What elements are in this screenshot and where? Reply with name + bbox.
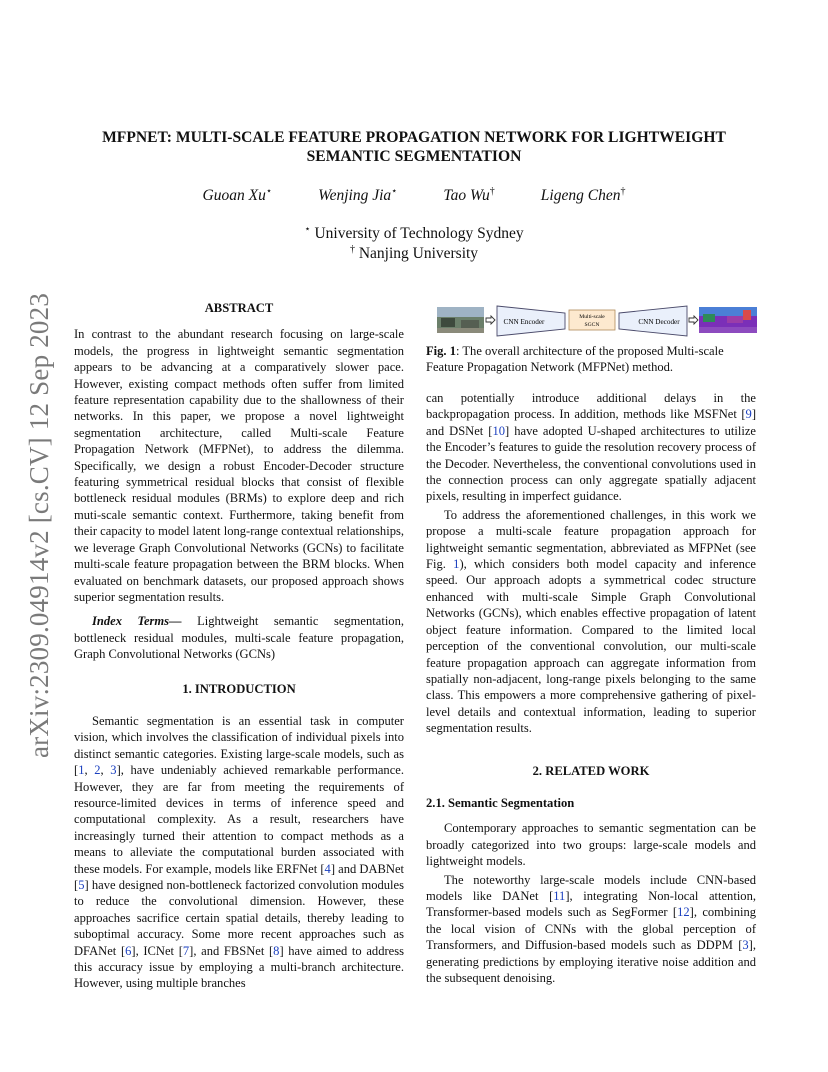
paper-title [60,128,768,166]
paragraph: The noteworthy large-scale models include CNN-based models like DANet [11], integrating Non-local attention, Transformer-based models such as SegFormer [12], combining the local vision of CNNs with the global perception of Transformers, and Diffusion-based models such as DDPM [3], generating predictions by employing iterative noise addition and the subsequent denoising. [426,872,756,985]
citation-link[interactable]: 3 [110,763,117,778]
affiliation: ⋆ University of Technology Sydney [304,224,524,243]
author-list [60,186,768,205]
multiscale-sgcn-block [569,310,615,330]
citation-link[interactable]: 6 [125,943,132,958]
figure-label: Fig. 1 [426,344,456,358]
author: Ligeng Chen† [540,186,626,205]
left-column [74,300,404,992]
citation-link[interactable]: 12 [677,905,690,920]
subsection-heading: 2.1. Semantic Segmentation [426,795,575,810]
title-line-2: SEMANTIC SEGMENTATION [306,148,522,165]
svg-text:CNN Encoder: CNN Encoder [503,318,545,326]
figure-caption: Fig. 1: The overall architecture of the proposed Multi-scale Feature Propagation Network (MFPNet) method. [426,344,724,375]
svg-text:SGCN: SGCN [584,322,600,328]
citation-link[interactable]: 9 [745,407,752,422]
index-terms: Index Terms— Lightweight semantic segmentation, bottleneck residual modules, multi-scale feature propagation, Graph Convolutional Networks (GCNs) [74,614,404,662]
author: Tao Wu† [443,186,495,205]
related-work-heading: 2. RELATED WORK [532,763,650,778]
citation-link[interactable]: 8 [273,943,280,958]
citation-link[interactable]: 11 [553,888,566,903]
title-line-1: MFPNET: MULTI-SCALE FEATURE PROPAGATION NETWORK FOR LIGHTWEIGHT [102,129,726,146]
paragraph: To address the aforementioned challenges, in this work we propose a multi-scale feature propagation approach for lightweight semantic segmentation, abbreviated as MFPNet (see Fig. 1), which considers both model capacity and inference speed. Our approach adopts a symmetrical codec structure enhanced with multi-scale Simple Graph Convolutional Networks (GCNs), which enables effective propagation of latent object feature information. Compared to the limited local perception of the conventional convolution, our multi-scale feature propagation approach can aggregate information from spatially non-adjacent, long-range pixels belonging to the same class. This empowers a more comprehensive gathering of pixel-level details and contextual information, leading to superior segmentation results. [426,507,756,736]
paragraph: Contemporary approaches to semantic segmentation can be broadly categorized into two groups: large-scale models and lightweight models. [426,821,756,869]
arxiv-id: arXiv:2309.04914v2 [cs.CV] 12 Sep 2023 [24,292,55,758]
citation-link[interactable]: 4 [324,861,331,876]
citation-link[interactable]: 3 [742,938,749,953]
citation-link[interactable]: 7 [182,943,190,958]
citation-link[interactable]: 2 [94,763,101,778]
citation-link[interactable]: 1 [78,763,85,778]
figure-ref-link[interactable]: 1 [453,557,460,572]
intro-paragraph: Semantic segmentation is an essential task in computer vision, which involves the classification of individual pixels into distinct semantic categories. Existing large-scale models, such as [1, 2, 3], have undeniably achieved remarkable performance. However, they are far from meeting the requirements of resource-limited devices in terms of inference speed and computational complexity. As a result, researchers have increasingly turned their attention to compact methods as a means to alleviate the computational burden associated with these models. For example, models like ERFNet [4] and DABNet [5] have designed non-bottleneck factorized convolution modules to reduce the convolutional dimension. However, these approaches sacrifice certain spatial details, thereby leading to suboptimal accuracy. Some more recent approaches such as DFANet [6], ICNet [7], and FBSNet [8] have aimed to address this accuracy issue by employing a multi-branch architecture. However, using multiple branches [74,713,405,991]
architecture-figure [437,304,757,338]
abstract-heading: ABSTRACT [204,301,274,315]
author: Wenjing Jia⋆ [318,186,398,205]
input-image [437,307,484,333]
cnn-encoder-block [497,306,565,336]
right-column [426,390,756,986]
intro-heading: 1. INTRODUCTION [182,681,296,696]
affiliation: † Nanjing University [349,244,479,263]
citation-link[interactable]: 10 [492,423,506,438]
author: Guoan Xu⋆ [202,186,273,205]
abstract-text: In contrast to the abundant research focusing on large-scale models, the progress in lightweight semantic segmentation appears to be advancing at a comparatively slower pace. However, existing compact methods often suffer from limited feature representation capability due to the shallowness of their networks. In this paper, we propose a novel lightweight segmentation architecture, called Multi-scale Feature Propagation Network (MFPNet), to address the dilemma. Specifically, we design a robust Encoder-Decoder structure featuring symmetrical residual blocks that consist of flexible bottleneck residual modules (BRMs) to explore deep and rich muti-scale semantic context. Furthermore, taking benefit from their capacity to model latent long-range contextual relationships, we leverage Graph Convolutional Networks (GCNs) to facilitate multi-scale feature propagation between the BRM blocks. When evaluated on benchmark datasets, our proposed approach shows superior segmentation results. [74,327,404,604]
svg-text:CNN Decoder: CNN Decoder [638,318,680,326]
paragraph: can potentially introduce additional delays in the backpropagation process. In addition, methods like MSFNet [9] and DSNet [10] have adopted U-shaped architectures to utilize the Encoder’s features to guide the resolution recovery process of the Decoder. Nevertheless, the conventional convolutions used in the connection process can only aggregate spatially adjacent pixels, resulting in imperfect guidance. [426,391,756,504]
citation-link[interactable]: 5 [78,878,85,892]
arrow-right-icon [486,316,495,324]
arxiv-stamp [22,290,58,760]
cnn-decoder-block [619,306,687,336]
segmentation-output-image [699,307,757,333]
svg-text:Multi-scale: Multi-scale [579,314,605,320]
arrow-right-icon [689,316,698,324]
